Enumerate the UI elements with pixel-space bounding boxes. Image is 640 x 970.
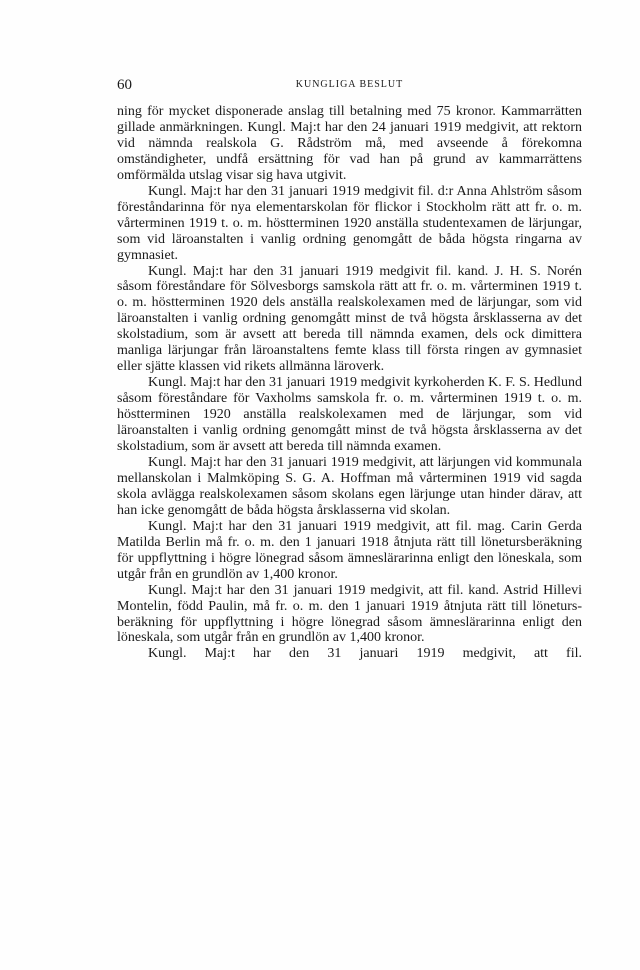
paragraph: Kungl. Maj:t har den 31 januari 1919 medgivit, att fil. kand. Astrid Hillevi Montelin, född Paulin, må fr. o. m. den 1 januari 1919 åtnjuta rätt till lönetursberäkning för uppflyttning i högre lönegrad såsom ämneslärarinna enligt den löneskala, som utgår från en grundlön av 1,400 kronor. <box>117 582 582 646</box>
paragraph: Kungl. Maj:t har den 31 januari 1919 medgivit fil. d:r Anna Ahlström såsom föreståndarinna för nya elementarskolan för flickor i Stockholm rätt att fr. o. m. vårterminen 1919 t. o. m. höstterminen 1920 anställa studentexamen de lärjungar, som vid läroanstalten i vanlig ordning genomgått de båda högsta ringarna av gymnasiet. <box>117 183 582 263</box>
paragraph: Kungl. Maj:t har den 31 januari 1919 medgivit kyrkoherden K. F. S. Hedlund såsom föreståndare för Vaxholms samskola fr. o. m. vårterminen 1919 t. o. m. höstterminen 1920 anställa realskolexamen med de lärjungar, som vid läroanstalten i vanlig ordning genomgått minst de två högsta årsklasserna av det skolstadium, som är avsett att bereda till nämnda examen. <box>117 375 582 455</box>
paragraph: Kungl. Maj:t har den 31 januari 1919 medgivit fil. kand. J. H. S. Norén såsom föreståndare för Sölvesborgs samskola rätt att fr. o. m. vårterminen 1919 t. o. m. höstterminen 1920 dels anställa realskolexamen med de lärjungar, som vid läroanstalten i vanlig ordning genomgått minst de två högsta årsklasserna av det skolstadium, som är avsett att bereda till nämnda examen, dels ock dimittera manliga lärjungar från läroanstaltens femte klass till första ringen av gymnasiet eller sjätte klassen vid rikets allmänna läroverk. <box>117 263 582 375</box>
page-header <box>117 76 582 94</box>
paragraph: Kungl. Maj:t har den 31 januari 1919 medgivit, att fil. <box>148 646 582 662</box>
page-number: 60 <box>117 77 132 93</box>
body-text <box>117 104 582 662</box>
paragraph: Kungl. Maj:t har den 31 januari 1919 medgivit, att fil. mag. Carin Gerda Matilda Berlin må fr. o. m. den 1 januari 1918 åtnjuta rätt till lönetursberäkning för uppflyttning i högre lönegrad såsom ämneslärarinna enligt den löneskala, som utgår från en grundlön av 1,400 kronor. <box>117 518 582 582</box>
paragraph: Kungl. Maj:t har den 31 januari 1919 medgivit, att lärjungen vid kommunala mellanskolan i Malmköping S. G. A. Hoffman må vårterminen 1919 vid sagda skola avlägga realskolexamen såsom skolans egen lärjunge utan hinder därav, att han icke genomgått de båda högsta årsklasserna vid skolan. <box>117 454 582 518</box>
paragraph: ning för mycket disponerade anslag till betalning med 75 kronor. Kammarrätten gillade anmärkningen. Kungl. Maj:t har den 24 januari 1919 medgivit, att rektorn vid nämnda realskola G. Rådström må, med avseende å förekomna omständigheter, undfå ersättning för vad han på grund av kammarrättens omförmälda utslag visar sig hava utgivit. <box>117 104 582 183</box>
running-title: KUNGLIGA BESLUT <box>295 79 404 90</box>
